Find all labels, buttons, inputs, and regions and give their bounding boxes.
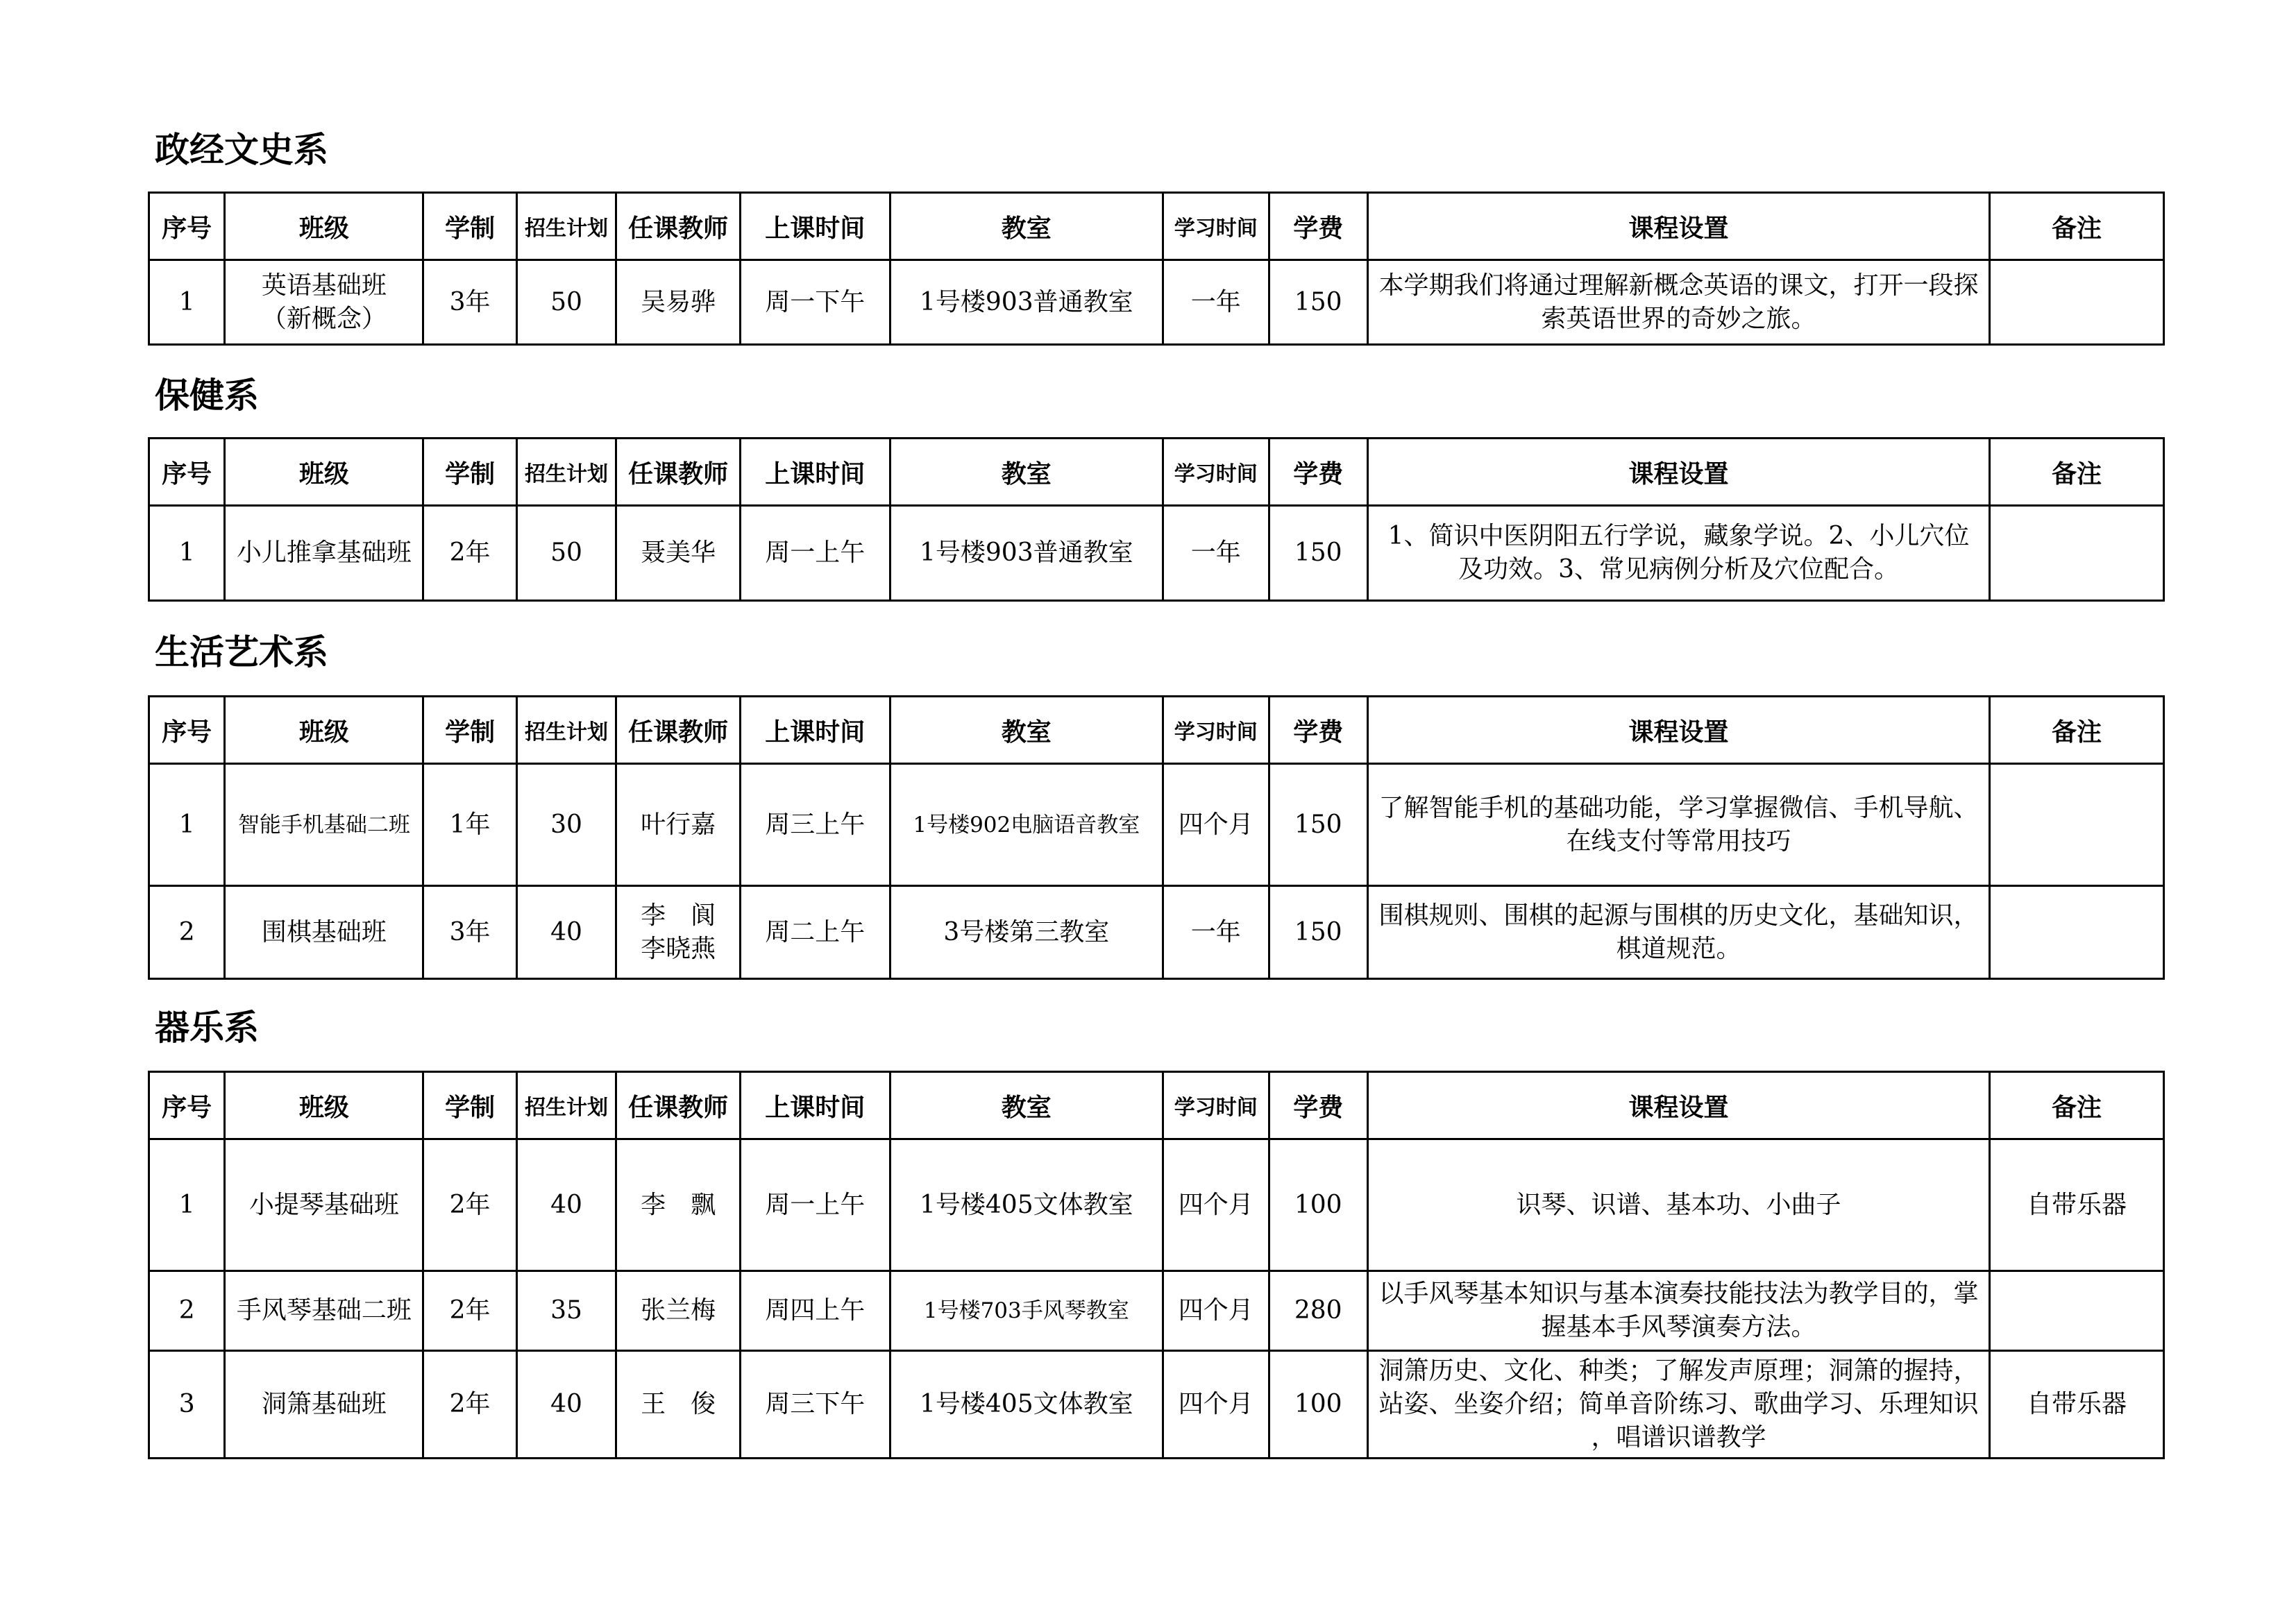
cell-fee: 100	[1269, 1351, 1367, 1459]
cell-note: 自带乐器	[1990, 1351, 2164, 1459]
column-header-class-name: 班级	[225, 697, 423, 764]
column-header-quota: 招生计划	[516, 697, 616, 764]
column-header-teachers: 任课教师	[616, 697, 741, 764]
course-table	[148, 437, 2165, 602]
column-header-study-time: 学习时间	[1163, 439, 1269, 506]
class-name-line: 英语基础班	[261, 271, 387, 300]
column-header-no: 序号	[149, 1072, 225, 1139]
cell-room: 1号楼703手风琴教室	[890, 1271, 1163, 1351]
column-header-course: 课程设置	[1367, 697, 1989, 764]
cell-room: 1号楼405文体教室	[890, 1351, 1163, 1459]
section-title: 生活艺术系	[155, 632, 328, 672]
cell-room: 1号楼903普通教室	[890, 260, 1163, 345]
column-header-fee: 学费	[1269, 1072, 1367, 1139]
column-header-course: 课程设置	[1367, 193, 1989, 260]
cell-teachers	[616, 1139, 741, 1271]
column-header-class-name: 班级	[225, 439, 423, 506]
section-title: 保健系	[155, 375, 259, 416]
column-header-class-name: 班级	[225, 1072, 423, 1139]
cell-quota: 35	[516, 1271, 616, 1351]
cell-no: 1	[149, 764, 225, 886]
cell-study-time: 一年	[1163, 506, 1269, 601]
cell-duration: 2年	[423, 1271, 516, 1351]
teacher-name: 王 俊	[641, 1390, 716, 1418]
column-header-room: 教室	[890, 1072, 1163, 1139]
cell-study-time: 一年	[1163, 886, 1269, 979]
header-row	[149, 193, 2164, 260]
cell-schedule: 周一上午	[740, 1139, 890, 1271]
teacher-name: 李 飘	[641, 1190, 716, 1219]
column-header-study-time: 学习时间	[1163, 697, 1269, 764]
cell-fee: 150	[1269, 260, 1367, 345]
cell-note	[1990, 260, 2164, 345]
column-header-course: 课程设置	[1367, 439, 1989, 506]
class-name-line: 小儿推拿基础班	[236, 538, 412, 567]
cell-class-name	[225, 1139, 423, 1271]
table-row	[149, 260, 2164, 345]
cell-fee: 100	[1269, 1139, 1367, 1271]
class-name-line: （新概念）	[261, 304, 387, 333]
cell-course: 本学期我们将通过理解新概念英语的课文，打开一段探索英语世界的奇妙之旅。	[1367, 260, 1989, 345]
table-row	[149, 506, 2164, 601]
teacher-name: 李晓燕	[641, 934, 716, 963]
column-header-room: 教室	[890, 697, 1163, 764]
teacher-name: 李 阆	[641, 901, 716, 930]
column-header-fee: 学费	[1269, 439, 1367, 506]
table-row	[149, 886, 2164, 979]
column-header-class-name: 班级	[225, 193, 423, 260]
column-header-schedule: 上课时间	[740, 1072, 890, 1139]
cell-teachers	[616, 764, 741, 886]
cell-study-time: 四个月	[1163, 1139, 1269, 1271]
column-header-duration: 学制	[423, 193, 516, 260]
cell-quota: 40	[516, 1351, 616, 1459]
class-name-line: 智能手机基础二班	[237, 812, 410, 838]
column-header-teachers: 任课教师	[616, 1072, 741, 1139]
course-table	[148, 1071, 2165, 1459]
cell-note: 自带乐器	[1990, 1139, 2164, 1271]
cell-note	[1990, 1271, 2164, 1351]
column-header-quota: 招生计划	[516, 439, 616, 506]
column-header-teachers: 任课教师	[616, 439, 741, 506]
cell-study-time: 四个月	[1163, 1271, 1269, 1351]
column-header-note: 备注	[1990, 1072, 2164, 1139]
table-row	[149, 764, 2164, 886]
cell-room: 1号楼902电脑语音教室	[890, 764, 1163, 886]
cell-duration: 2年	[423, 1139, 516, 1271]
course-table	[148, 192, 2165, 346]
section-title: 器乐系	[155, 1008, 259, 1048]
column-header-schedule: 上课时间	[740, 193, 890, 260]
cell-quota: 40	[516, 1139, 616, 1271]
column-header-teachers: 任课教师	[616, 193, 741, 260]
cell-class-name	[225, 260, 423, 345]
cell-teachers	[616, 506, 741, 601]
teacher-name: 吴易骅	[641, 287, 716, 316]
cell-teachers	[616, 260, 741, 345]
column-header-fee: 学费	[1269, 697, 1367, 764]
column-header-note: 备注	[1990, 193, 2164, 260]
cell-duration: 3年	[423, 886, 516, 979]
column-header-no: 序号	[149, 439, 225, 506]
cell-fee: 150	[1269, 764, 1367, 886]
column-header-note: 备注	[1990, 439, 2164, 506]
cell-study-time: 一年	[1163, 260, 1269, 345]
header-row	[149, 697, 2164, 764]
cell-study-time: 四个月	[1163, 1351, 1269, 1459]
cell-schedule: 周四上午	[740, 1271, 890, 1351]
column-header-duration: 学制	[423, 439, 516, 506]
column-header-study-time: 学习时间	[1163, 193, 1269, 260]
class-name-line: 手风琴基础二班	[236, 1296, 412, 1325]
header-row	[149, 439, 2164, 506]
cell-class-name	[225, 886, 423, 979]
cell-course: 了解智能手机的基础功能，学习掌握微信、手机导航、在线支付等常用技巧	[1367, 764, 1989, 886]
cell-no: 2	[149, 1271, 225, 1351]
cell-no: 2	[149, 886, 225, 979]
cell-class-name	[225, 1351, 423, 1459]
column-header-fee: 学费	[1269, 193, 1367, 260]
cell-schedule: 周一下午	[740, 260, 890, 345]
cell-course: 以手风琴基本知识与基本演奏技能技法为教学目的，掌握基本手风琴演奏方法。	[1367, 1271, 1989, 1351]
cell-class-name	[225, 1271, 423, 1351]
cell-course: 围棋规则、围棋的起源与围棋的历史文化，基础知识，棋道规范。	[1367, 886, 1989, 979]
cell-note	[1990, 886, 2164, 979]
cell-quota: 30	[516, 764, 616, 886]
cell-no: 3	[149, 1351, 225, 1459]
column-header-no: 序号	[149, 193, 225, 260]
column-header-duration: 学制	[423, 1072, 516, 1139]
column-header-course: 课程设置	[1367, 1072, 1989, 1139]
column-header-quota: 招生计划	[516, 1072, 616, 1139]
cell-no: 1	[149, 506, 225, 601]
cell-study-time: 四个月	[1163, 764, 1269, 886]
column-header-room: 教室	[890, 193, 1163, 260]
cell-teachers	[616, 1271, 741, 1351]
teacher-name: 叶行嘉	[641, 810, 716, 839]
cell-no: 1	[149, 260, 225, 345]
cell-note	[1990, 764, 2164, 886]
table-row	[149, 1271, 2164, 1351]
cell-schedule: 周三下午	[740, 1351, 890, 1459]
cell-course: 洞箫历史、文化、种类；了解发声原理；洞箫的握持，站姿、坐姿介绍；简单音阶练习、歌曲学习、乐理知识 ，唱谱识谱教学	[1367, 1351, 1989, 1459]
cell-note	[1990, 506, 2164, 601]
teacher-name: 张兰梅	[641, 1296, 716, 1325]
table-row	[149, 1351, 2164, 1459]
column-header-note: 备注	[1990, 697, 2164, 764]
cell-schedule: 周三上午	[740, 764, 890, 886]
cell-course: 识琴、识谱、基本功、小曲子	[1367, 1139, 1989, 1271]
cell-class-name	[225, 764, 423, 886]
cell-duration: 2年	[423, 1351, 516, 1459]
cell-quota: 50	[516, 260, 616, 345]
cell-teachers	[616, 1351, 741, 1459]
table-row	[149, 1139, 2164, 1271]
course-table	[148, 695, 2165, 980]
cell-room: 3号楼第三教室	[890, 886, 1163, 979]
cell-fee: 150	[1269, 886, 1367, 979]
class-name-line: 围棋基础班	[261, 917, 387, 946]
column-header-quota: 招生计划	[516, 193, 616, 260]
column-header-room: 教室	[890, 439, 1163, 506]
column-header-no: 序号	[149, 697, 225, 764]
cell-quota: 40	[516, 886, 616, 979]
column-header-duration: 学制	[423, 697, 516, 764]
header-row	[149, 1072, 2164, 1139]
cell-room: 1号楼903普通教室	[890, 506, 1163, 601]
cell-schedule: 周二上午	[740, 886, 890, 979]
cell-duration: 1年	[423, 764, 516, 886]
cell-course: 1、简识中医阴阳五行学说，藏象学说。2、小儿穴位及功效。3、常见病例分析及穴位配合。	[1367, 506, 1989, 601]
class-name-line: 小提琴基础班	[248, 1190, 399, 1219]
cell-fee: 280	[1269, 1271, 1367, 1351]
column-header-schedule: 上课时间	[740, 697, 890, 764]
column-header-study-time: 学习时间	[1163, 1072, 1269, 1139]
cell-room: 1号楼405文体教室	[890, 1139, 1163, 1271]
cell-duration: 3年	[423, 260, 516, 345]
cell-fee: 150	[1269, 506, 1367, 601]
cell-duration: 2年	[423, 506, 516, 601]
cell-quota: 50	[516, 506, 616, 601]
cell-class-name	[225, 506, 423, 601]
column-header-schedule: 上课时间	[740, 439, 890, 506]
cell-schedule: 周一上午	[740, 506, 890, 601]
class-name-line: 洞箫基础班	[261, 1390, 387, 1418]
teacher-name: 聂美华	[641, 538, 716, 567]
cell-no: 1	[149, 1139, 225, 1271]
section-title: 政经文史系	[155, 130, 328, 170]
cell-teachers	[616, 886, 741, 979]
